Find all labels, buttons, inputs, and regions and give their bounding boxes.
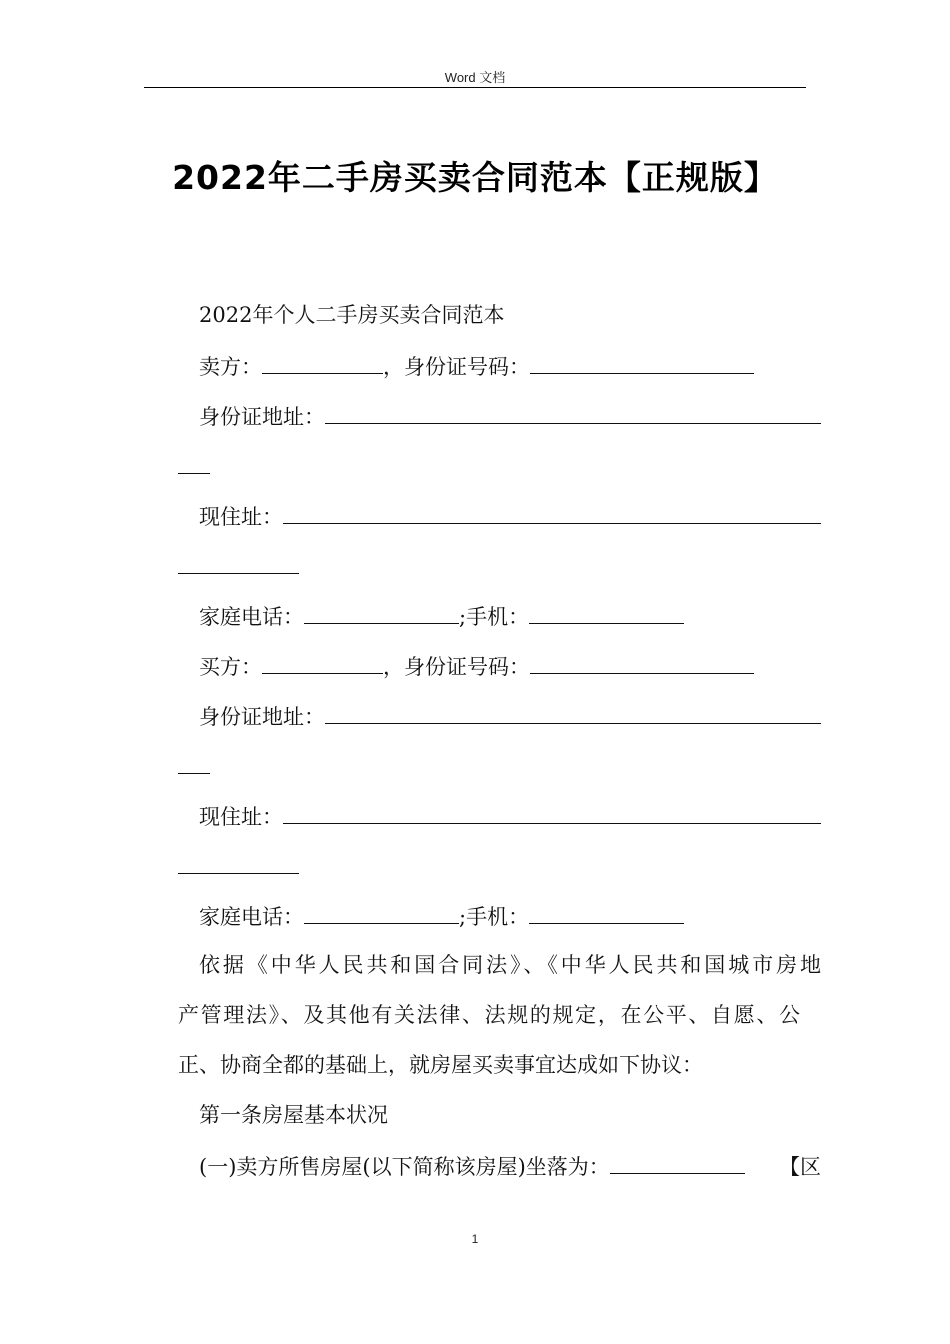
buyer-mobile-label: ;手机： <box>459 905 530 929</box>
seller-id-blank[interactable] <box>530 350 754 374</box>
seller-id-address-continuation <box>178 450 800 482</box>
preamble-line-3: 正、协商全都的基础上，就房屋买卖事宜达成如下协议： <box>178 1053 703 1077</box>
buyer-id-address-blank-cont[interactable] <box>178 750 210 774</box>
buyer-id-address-continuation <box>178 750 800 782</box>
buyer-address-label: 现住址： <box>199 805 283 829</box>
seller-phone-row <box>178 600 821 632</box>
buyer-id-address-row <box>178 700 821 732</box>
buyer-name-row <box>178 650 821 682</box>
article-1-item-1 <box>178 1150 821 1182</box>
buyer-address-blank[interactable] <box>283 800 821 824</box>
buyer-home-phone-blank[interactable] <box>304 900 459 924</box>
seller-home-phone-label: 家庭电话： <box>199 605 304 629</box>
seller-id-address-label: 身份证地址： <box>199 405 325 429</box>
property-location-blank[interactable] <box>610 1150 745 1174</box>
buyer-phone-row <box>178 900 821 932</box>
preamble-line-1: 依据《中华人民共和国合同法》、《中华人民共和国城市房地 <box>199 953 821 977</box>
seller-id-address-row <box>178 400 821 432</box>
buyer-id-blank[interactable] <box>530 650 754 674</box>
seller-id-address-blank[interactable] <box>325 400 821 424</box>
seller-mobile-blank[interactable] <box>529 600 684 624</box>
seller-id-address-blank-cont[interactable] <box>178 450 210 474</box>
page-number: 1 <box>471 1232 479 1246</box>
buyer-id-label: ，身份证号码： <box>383 655 530 679</box>
buyer-address-blank-cont[interactable] <box>178 850 299 874</box>
document-title: 2022年二手房买卖合同范本【正规版】 <box>172 158 778 197</box>
article-1-item-1-label: (一)卖方所售房屋(以下简称该房屋)坐落为： <box>199 1155 610 1179</box>
buyer-label: 买方： <box>199 655 262 679</box>
buyer-name-blank[interactable] <box>262 650 383 674</box>
seller-address-blank-cont[interactable] <box>178 550 299 574</box>
contract-subtitle <box>178 300 821 330</box>
buyer-address-continuation <box>178 850 800 882</box>
seller-address-row <box>178 500 821 532</box>
seller-home-phone-blank[interactable] <box>304 600 459 624</box>
buyer-id-address-blank[interactable] <box>325 700 821 724</box>
header-rule <box>144 87 806 88</box>
seller-id-label: ，身份证号码： <box>383 355 530 379</box>
page-header: Word 文档 <box>444 70 506 85</box>
buyer-id-address-label: 身份证地址： <box>199 705 325 729</box>
seller-name-row <box>178 350 821 382</box>
article-1-item-1-tail: 【区 <box>779 1155 821 1179</box>
article-1-heading: 第一条房屋基本状况 <box>199 1103 388 1127</box>
seller-address-continuation <box>178 550 800 582</box>
subtitle-text: 2022年个人二手房买卖合同范本 <box>199 303 505 327</box>
seller-mobile-label: ;手机： <box>459 605 530 629</box>
preamble-line-2: 产管理法》、及其他有关法律、法规的规定，在公平、自愿、公 <box>178 1003 800 1027</box>
seller-address-blank[interactable] <box>283 500 821 524</box>
buyer-address-row <box>178 800 821 832</box>
seller-name-blank[interactable] <box>262 350 383 374</box>
seller-address-label: 现住址： <box>199 505 283 529</box>
seller-label: 卖方： <box>199 355 262 379</box>
buyer-home-phone-label: 家庭电话： <box>199 905 304 929</box>
buyer-mobile-blank[interactable] <box>529 900 684 924</box>
